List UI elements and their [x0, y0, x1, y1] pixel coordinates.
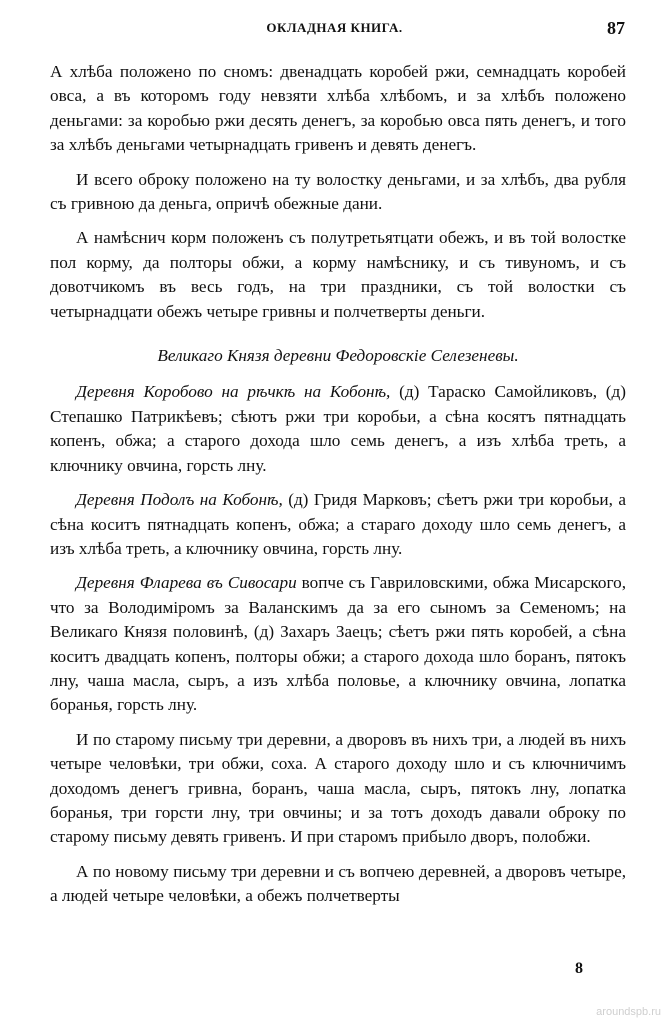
entry-flareva	[50, 571, 626, 717]
section-title: Великаго Князя деревни Федоровскiе Селезеневы.	[157, 346, 519, 366]
page-number: 87	[607, 18, 625, 38]
entry-korobovo	[50, 380, 626, 478]
entry-podol-lead: Деревня Подолъ на Кобонѣ,	[76, 490, 283, 510]
entry-flareva-lead: Деревня Фларева въ Сивосари	[76, 573, 297, 593]
signature-mark: 8	[575, 960, 583, 977]
page-header	[0, 18, 669, 42]
running-head: ОКЛАДНАЯ КНИГА.	[266, 20, 403, 35]
entry-korobovo-lead: Деревня Коробово на рѣчкѣ на Кобонѣ,	[76, 382, 391, 402]
paragraph-new-census: А по новому письму три деревни и съ вопчею деревней, а дворовъ четыре, а людей четыре человѣки, а обежъ полчетверты	[50, 861, 626, 906]
paragraph-old-census: И по старому письму три деревни, а дворовъ въ нихъ три, а людей въ нихъ четыре человѣки, три обжи, соха. А старого доходу шло и съ ключничимъ доходомъ денегъ гривна, боранъ, чаша масла, сыръ, пятокъ лну, лопатка боранья, три горсти лну, три овчины; и за тотъ доходъ давали оброку по старому письму девять гривенъ. И при старомъ прибыло дворъ, полобжи.	[50, 729, 626, 847]
entry-flareva-text: вопче съ Гавриловскими, обжа Мисарского, что за Володимiромъ за Валанскимъ да за его сыномъ за Семеномъ; на Великаго Князя половинѣ, (д) Захаръ Заецъ; сѣетъ ржи пять коробей, а сѣна коситъ двадцать копенъ, полторы обжи; а старого дохода шло боранъ, пятокъ лну, чаша масла, сыръ, а изъ хлѣба половье, а ключнику овчина, лопатка боранья, горсть лну.	[50, 573, 626, 715]
entry-korobovo-text: (д) Тараско Самойликовъ, (д) Степашко Патрикѣевъ; сѣютъ ржи три коробьи, а сѣна косятъ пятнадцать копенъ, обжа; а старого дохода шло семь денегъ, а изъ хлѣба треть, а ключнику овчина, горсть лну.	[50, 382, 626, 475]
paragraph-namestnik-korm: А намѣснич корм положенъ съ полутретьятцати обежъ, и въ той волостке пол корму, да полторы обжи, а корму намѣснику, и съ тивуномъ, и съ довотчикомъ въ весь годъ, на три праздники, съ той волостки съ четырнадцати обежъ четыре гривны и полчетверты деньги.	[50, 228, 626, 321]
watermark: aroundspb.ru	[596, 1006, 661, 1018]
entry-podol-text: (д) Гридя Марковъ; сѣетъ ржи три коробьи, а сѣна коситъ пятнадцать копенъ, обжа; а стараго доходу шло семь денегъ, а изъ хлѣба треть, а ключнику овчина, горсть лну.	[50, 490, 626, 558]
entry-podol	[50, 488, 626, 561]
paragraph-bread-tax: А хлѣба положено по сномъ: двенадцать коробей ржи, семнадцать коробей овса, а въ которомъ году невзяти хлѣба хлѣбомъ, и за хлѣбъ положено деньгами: за коробью ржи десять денегъ, за коробью овса пять денегъ, и того за хлѣбъ деньгами четырнадцать гривенъ и девять денегъ.	[50, 62, 626, 155]
paragraph-total-obrok: И всего оброку положено на ту волостку деньгами, и за хлѣбъ, два рубля съ гривною да деньга, опричѣ обежные дани.	[50, 169, 626, 214]
body-text	[50, 60, 626, 919]
